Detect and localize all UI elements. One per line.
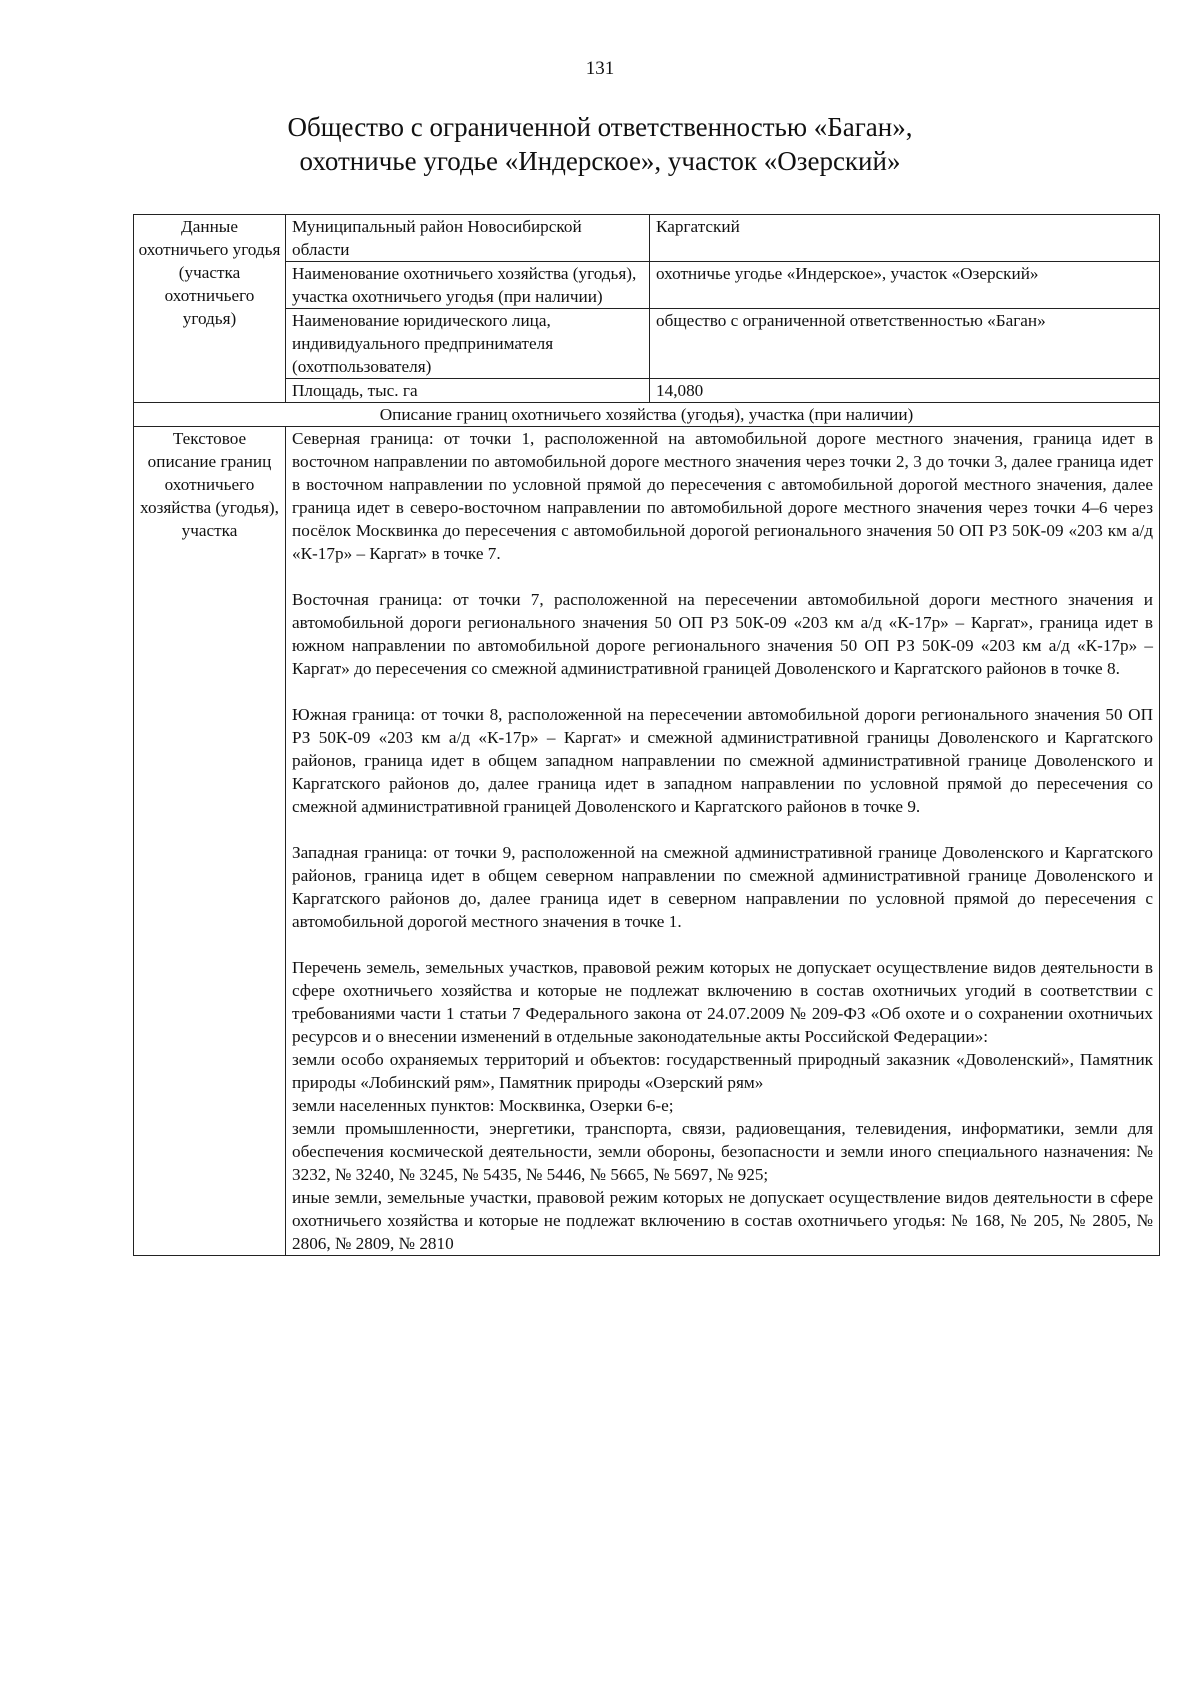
excluded-industry: земли промышленности, энергетики, транспорта, связи, радиовещания, телевидения, информатики, земли для обеспечения космической деятельности, земли обороны, безопасности и земли иного специального назначения: № 3232, № 3240, № 3245, № 5435, № 5446, № 5665, № 5697, № 925; (292, 1119, 1153, 1184)
row-value-area: 14,080 (650, 379, 1160, 403)
boundaries-description (286, 427, 1160, 1256)
row-label-area: Площадь, тыс. га (286, 379, 650, 403)
row-label-user: Наименование юридического лица, индивидуального предпринимателя (охотпользователя) (286, 309, 650, 379)
west-boundary: Западная граница: от точки 9, расположенной на смежной административной границе Доволенского и Каргатского районов, граница идет в общем северном направлении по смежной административной границе Доволенского и Каргатского районов до, далее граница идет в северном направлении по условной прямой до пересечения с автомобильной дорогой местного значения в точке 1. (292, 843, 1153, 931)
title-line-2: охотничье угодье «Индерское», участок «Озерский» (299, 146, 901, 176)
table-row (134, 379, 1160, 403)
title-line-1: Общество с ограниченной ответственностью «Баган», (287, 112, 913, 142)
row-label-ground-name: Наименование охотничьего хозяйства (угодья), участка охотничьего угодья (при наличии) (286, 262, 650, 309)
excluded-protected: земли особо охраняемых территорий и объектов: государственный природный заказник «Доволенский», Памятник природы «Лобинский рям», Памятник природы «Озерский рям» (292, 1050, 1153, 1092)
table-row (134, 262, 1160, 309)
south-boundary: Южная граница: от точки 8, расположенной на пересечении автомобильной дороги регионального значения 50 ОП РЗ 50К-09 «203 км а/д «К-17р» – Каргат» и смежной административной границы Доволенского и Каргатского районов, граница идет в общем западном направлении по смежной административной границе Доволенского и Каргатского районов до, далее граница идет в западном направлении по условной прямой до пересечения со смежной административной границей Доволенского и Каргатского районов в точке 9. (292, 705, 1153, 816)
row-label-district: Муниципальный район Новосибирской области (286, 215, 650, 262)
row-value-ground-name: охотничье угодье «Индерское», участок «Озерский» (650, 262, 1160, 309)
page-number: 131 (585, 58, 615, 79)
table-row (134, 403, 1160, 427)
row-value-user: общество с ограниченной ответственностью «Баган» (650, 309, 1160, 379)
section-text-label: Текстовое описание границ охотничьего хозяйства (угодья), участка (134, 427, 286, 1256)
section-data-label: Данные охотничьего угодья (участка охотничьего угодья) (134, 215, 286, 403)
hunting-ground-table (133, 214, 1160, 1256)
table-row (134, 427, 1160, 1256)
excluded-lands-intro: Перечень земель, земельных участков, правовой режим которых не допускает осуществление видов деятельности в сфере охотничьего хозяйства и которые не подлежат включению в состав охотничьих угодий в соответствии с требованиями части 1 статьи 7 Федерального закона от 24.07.2009 № 209-ФЗ «Об охоте и о сохранении охотничьих ресурсов и о внесении изменений в отдельные законодательные акты Российской Федерации»: (292, 958, 1153, 1046)
boundaries-header: Описание границ охотничьего хозяйства (угодья), участка (при наличии) (134, 403, 1160, 427)
table-row (134, 309, 1160, 379)
excluded-other: иные земли, земельные участки, правовой режим которых не допускает осуществление видов деятельности в сфере охотничьего хозяйства и которые не подлежат включению в состав охотничьего угодья: № 168, № 205, № 2805, № 2806, № 2809, № 2810 (292, 1188, 1153, 1253)
table-row (134, 215, 1160, 262)
excluded-settlements: земли населенных пунктов: Москвинка, Озерки 6-е; (292, 1096, 674, 1115)
row-value-district: Каргатский (650, 215, 1160, 262)
page-title (0, 110, 1200, 178)
north-boundary: Северная граница: от точки 1, расположенной на автомобильной дороге местного значения, граница идет в восточном направлении по автомобильной дороге местного значения через точки 2, 3 до точки 3, далее граница идет в восточном направлении по условной прямой до пересечения с автомобильной дорогой местного значения, далее граница идет в северо-восточном направлении по автомобильной дороге местного значения через точки 4–6 через посёлок Москвинка до пересечения с автомобильной дорогой регионального значения 50 ОП РЗ 50К-09 «203 км а/д «К-17р» – Каргат» в точке 7. (292, 429, 1153, 563)
east-boundary: Восточная граница: от точки 7, расположенной на пересечении автомобильной дороги местного значения и автомобильной дороги регионального значения 50 ОП РЗ 50К-09 «203 км а/д «К-17р» – Каргат», граница идет в южном направлении по автомобильной дороге регионального значения 50 ОП РЗ 50К-09 «203 км а/д «К-17р» – Каргат» до пересечения со смежной административной границей Доволенского и Каргатского районов в точке 8. (292, 590, 1153, 678)
